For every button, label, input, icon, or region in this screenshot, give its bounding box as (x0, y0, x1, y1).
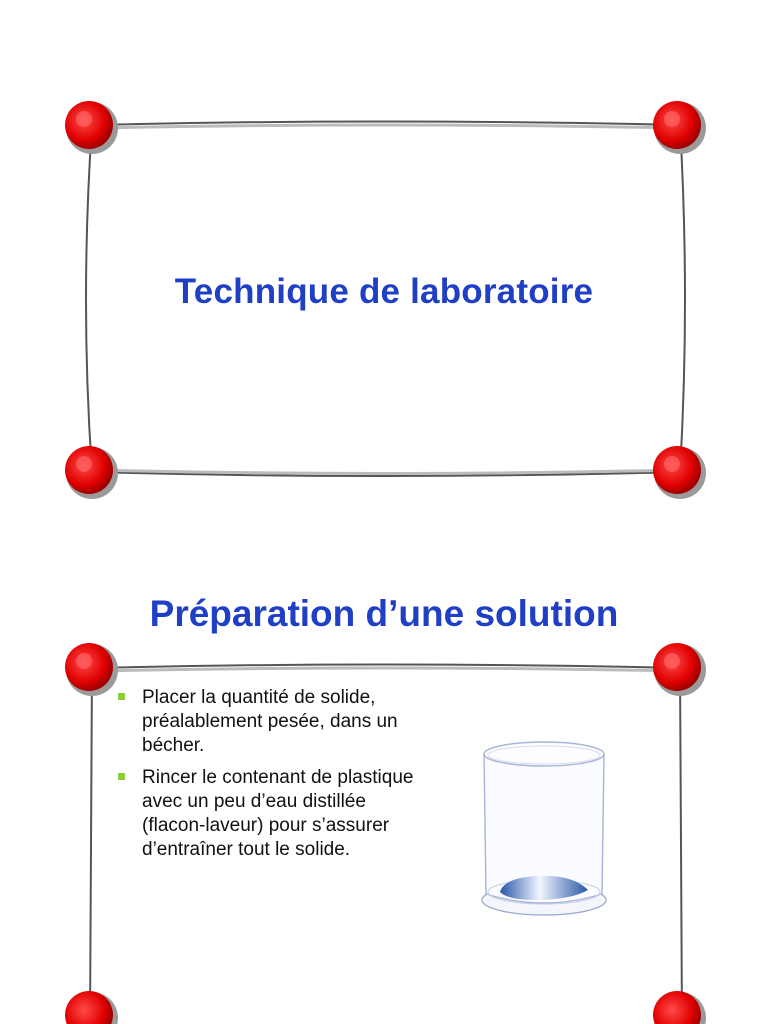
slide2-title: Préparation d’une solution (149, 593, 619, 634)
beaker-icon (474, 734, 614, 924)
pin-icon (65, 643, 118, 696)
pin-icon (653, 101, 706, 154)
list-item (118, 686, 418, 758)
pin-icon (653, 446, 706, 499)
pin-icon (65, 446, 118, 499)
pin-icon (65, 101, 118, 154)
bullet-square-icon (118, 773, 125, 780)
slide1-title: Technique de laboratoire (174, 272, 594, 311)
pin-icon (653, 991, 706, 1024)
bullet-square-icon (118, 693, 125, 700)
list-item (118, 766, 418, 862)
bullet-list (118, 686, 418, 870)
bullet-text: Rincer le contenant de plastique avec un peu d’eau distillée (flacon-laveur) pour s’assurer d’entraîner tout le solide. (142, 767, 414, 860)
pin-icon (65, 991, 118, 1024)
pin-icon (653, 643, 706, 696)
bullet-text: Placer la quantité de solide, préalablement pesée, dans un bécher. (142, 687, 398, 756)
